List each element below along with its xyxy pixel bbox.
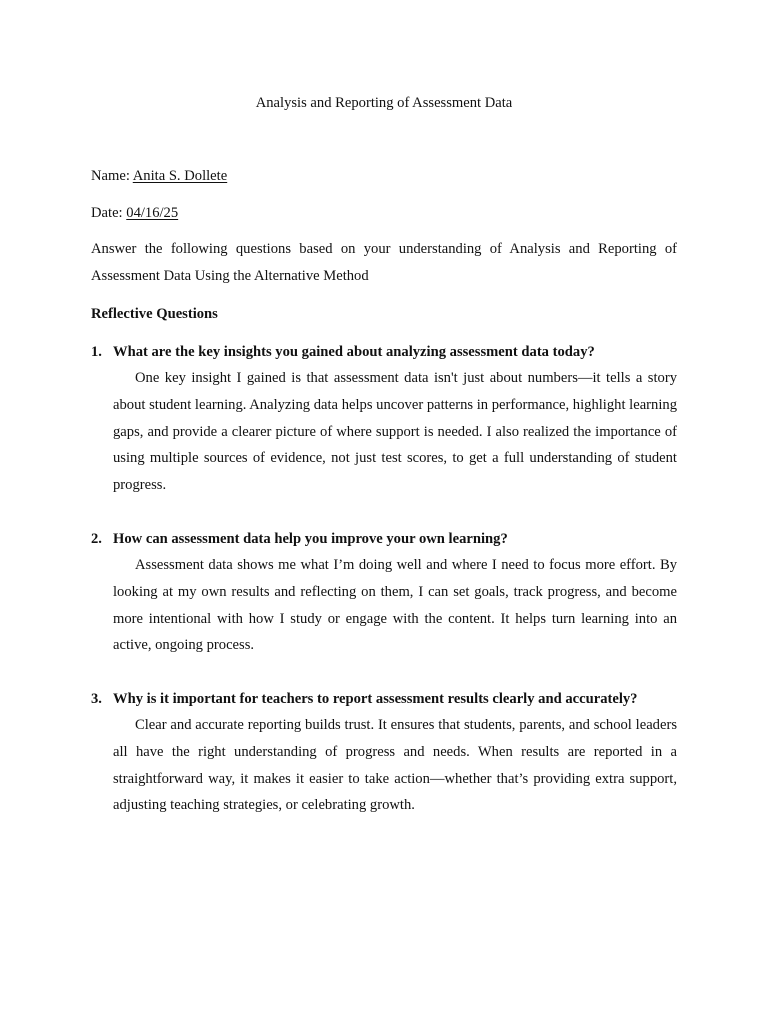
question-number: 3.: [91, 691, 102, 707]
date-label: Date:: [91, 205, 123, 221]
question-item-2: [91, 529, 677, 659]
document-title: Analysis and Reporting of Assessment Data: [255, 95, 513, 111]
answer-paragraph: Assessment data shows me what I’m doing well and where I need to focus more effort. By looking at my own results and reflecting on them, I can set goals, track progress, and become more intentional with how I study or engage with the content. It helps turn learning into an active, ongoing process.: [113, 557, 677, 654]
date-value: 04/16/25: [126, 205, 179, 221]
question-heading: [91, 342, 677, 362]
question-item-3: [91, 689, 677, 819]
question-heading: [91, 529, 677, 549]
date-field: [91, 203, 178, 223]
question-text: What are the key insights you gained about analyzing assessment data today?: [113, 344, 595, 360]
name-value: Anita S. Dollete: [132, 168, 228, 184]
question-text: Why is it important for teachers to report assessment results clearly and accurately?: [113, 691, 638, 707]
question-text: How can assessment data help you improve your own learning?: [113, 531, 508, 547]
question-heading: [91, 689, 677, 709]
question-number: 1.: [91, 344, 102, 360]
question-item-1: [91, 342, 677, 499]
name-field: [91, 166, 227, 186]
name-label: Name:: [91, 168, 130, 184]
answer-paragraph: Clear and accurate reporting builds trust. It ensures that students, parents, and school leaders all have the right understanding of progress and needs. When results are reported in a straightforward way, it makes it easier to take action—whether that’s providing extra support, adjusting teaching strategies, or celebrating growth.: [113, 717, 677, 814]
question-number: 2.: [91, 531, 102, 547]
section-heading: Reflective Questions: [91, 306, 218, 322]
answer-paragraph: One key insight I gained is that assessment data isn't just about numbers—it tells a story about student learning. Analyzing data helps uncover patterns in performance, highlight learning gaps, and provide a clearer picture of where support is needed. I also realized the importance of using multiple sources of evidence, not just test scores, to get a full understanding of student progress.: [113, 370, 677, 494]
instructions-paragraph: Answer the following questions based on your understanding of Analysis and Reporting of Assessment Data Using the Alternative Method: [91, 241, 677, 284]
